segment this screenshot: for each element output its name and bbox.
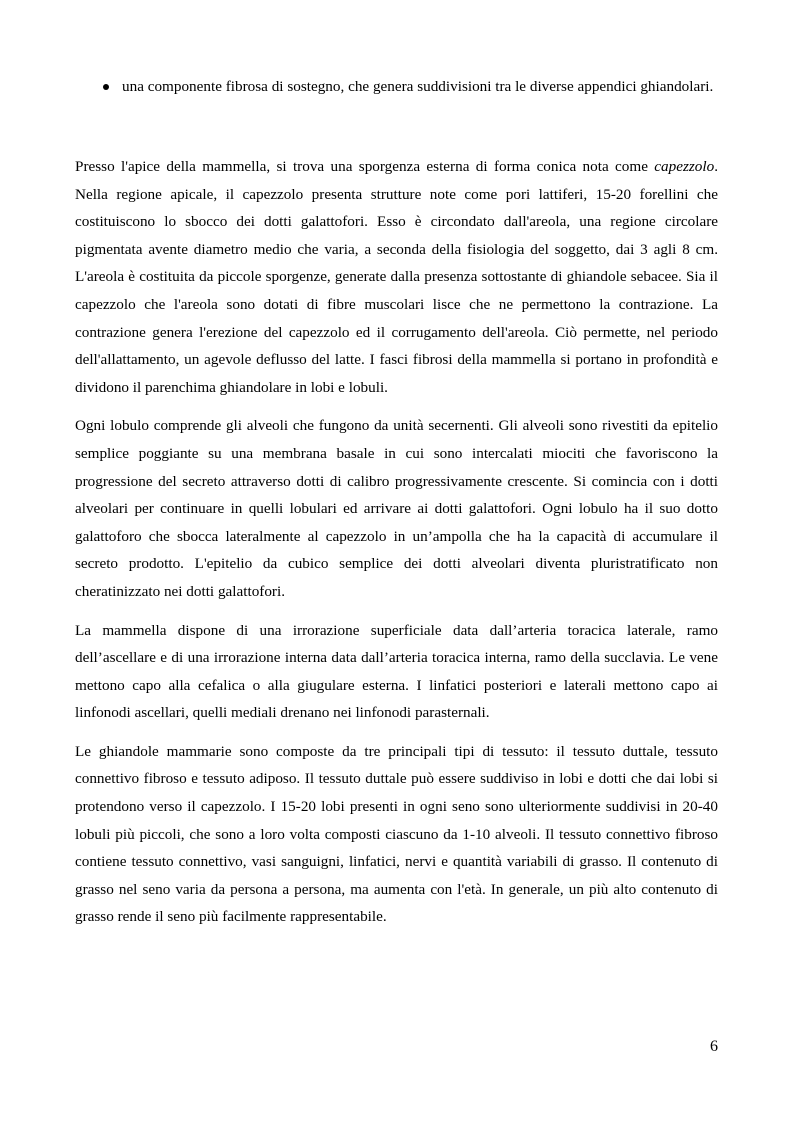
paragraph-nipple-areola <box>75 153 718 401</box>
emphasized-term: capezzolo <box>654 158 715 175</box>
bullet-list <box>100 73 718 101</box>
paragraph-text: Presso l'apice della mammella, si trova una sporgenza esterna di forma conica nota come <box>75 158 655 175</box>
paragraph-lobules: Ogni lobulo comprende gli alveoli che fungono da unità secernenti. Gli alveoli sono rivestiti da epitelio semplice poggiante su una membrana basale in cui sono intercalati miociti che favoriscono la progressione del secreto attraverso dotti di calibro progressivamente crescente. Si comincia con i dotti alveolari per continuare in quelli lobulari ed arrivare ai dotti galattofori. Ogni lobulo ha il suo dotto galattoforo che sbocca lateralmente al capezzolo in un’ampolla che ha la capacità di accumulare il secreto prodotto. L'epitelio da cubico semplice dei dotti alveolari diventa pluristratificato non cheratinizzato nei dotti galattofori. <box>75 417 718 600</box>
paragraph-text: . Nella regione apicale, il capezzolo presenta strutture note come pori lattiferi, 15-20 forellini che costituiscono lo sbocco dei dotti galattofori. Esso è circondato dall'areola, una regione circolare pigmentata avente diametro medio che varia, a seconda della fisiologia del soggetto, dai 3 agli 8 cm. L'areola è costituita da piccole sporgenze, generate dalla presenza sottostante di ghiandole sebacee. Sia il capezzolo che l'areola sono dotati di fibre muscolari lisce che ne permettono la contrazione. La contrazione genera l'erezione del capezzolo ed il corrugamento dell'areola. Ciò permette, nel periodo dell'allattamento, un agevole deflusso del latte. I fasci fibrosi della mammella si portano in profondità e dividono il parenchima ghiandolare in lobi e lobuli. <box>75 158 718 396</box>
bullet-text: una componente fibrosa di sostegno, che genera suddivisioni tra le diverse appendici ghiandolari. <box>122 78 714 95</box>
paragraph-vascularization: La mammella dispone di una irrorazione superficiale data dall’arteria toracica laterale, ramo dell’ascellare e di una irrorazione interna data dall’arteria toracica interna, ramo della succlavia. Le vene mettono capo alla cefalica o alla giugulare esterna. I linfatici posteriori e laterali mettono capo ai linfonodi ascellari, quelli mediali drenano nei linfonodi parasternali. <box>75 621 718 722</box>
body-text <box>75 153 718 942</box>
bullet-dot-icon <box>103 84 109 90</box>
page-number: 6 <box>710 1038 718 1055</box>
bullet-item <box>100 73 718 101</box>
paragraph-tissue-types: Le ghiandole mammarie sono composte da tre principali tipi di tessuto: il tessuto duttale, tessuto connettivo fibroso e tessuto adiposo. Il tessuto duttale può essere suddiviso in lobi e dotti che dai lobi si protendono verso il capezzolo. I 15-20 lobi presenti in ogni seno sono ulteriormente suddivisi in 20-40 lobuli più piccoli, che sono a loro volta composti ciascuno da 1-10 alveoli. Il tessuto connettivo fibroso contiene tessuto connettivo, vasi sanguigni, linfatici, nervi e quantità variabili di grasso. Il contenuto di grasso nel seno varia da persona a persona, ma aumenta con l'età. In generale, un più alto contenuto di grasso rende il seno più facilmente rappresentabile. <box>75 742 718 926</box>
